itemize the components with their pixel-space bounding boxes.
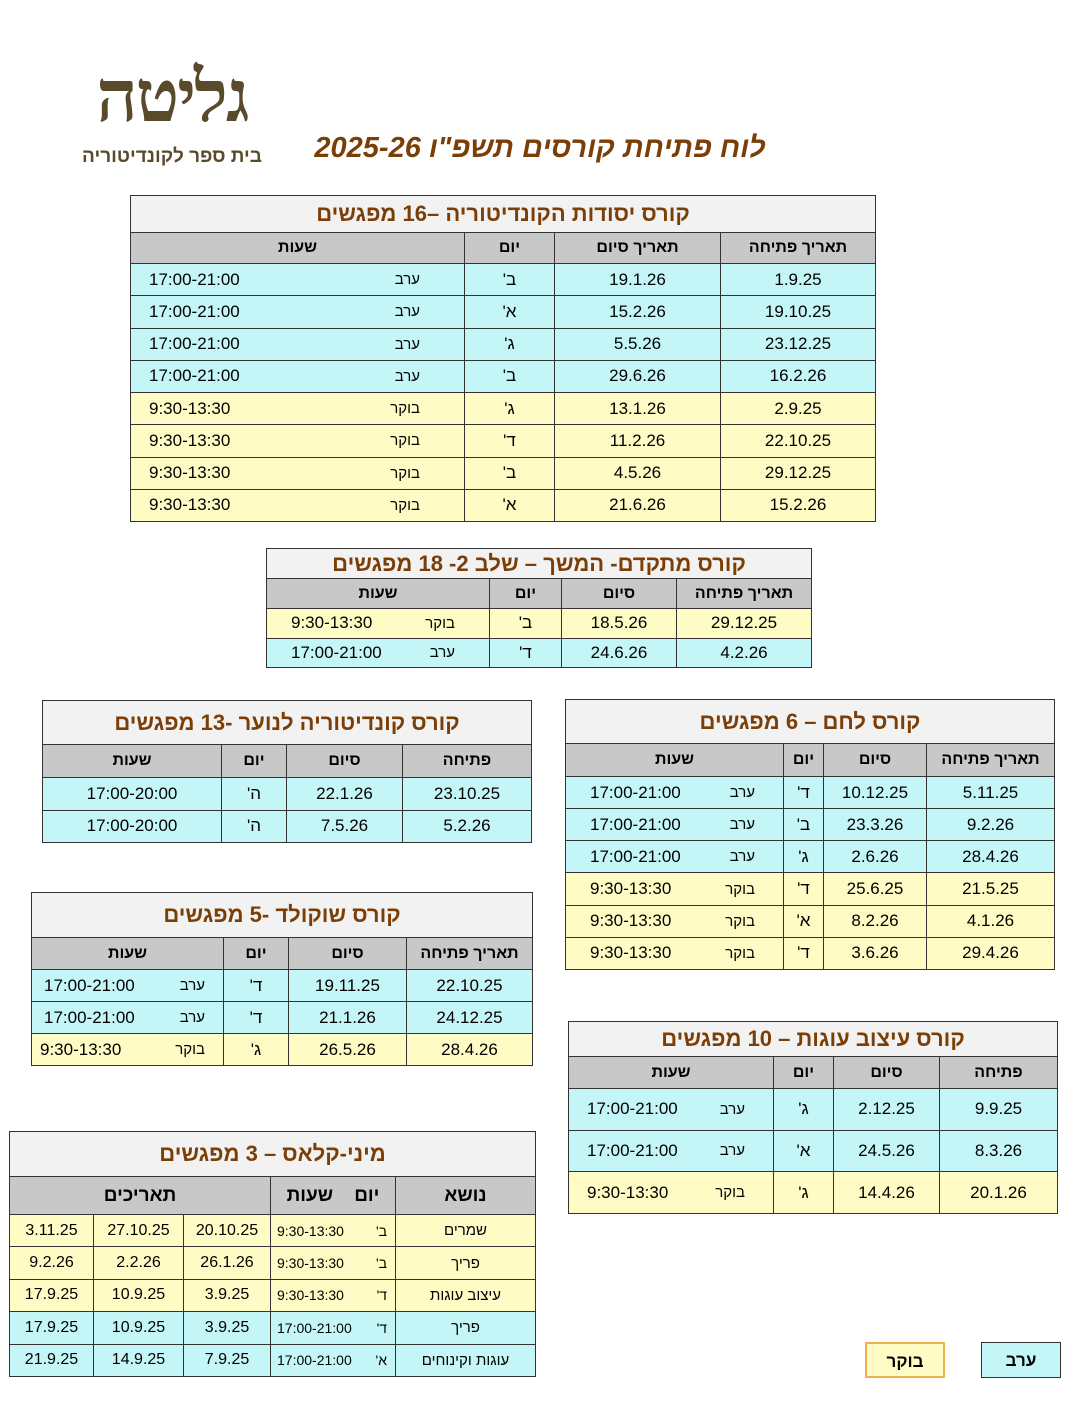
- header-end-date: סיום: [834, 1057, 940, 1089]
- header-open-date: תאריך פתיחה: [677, 579, 812, 609]
- table-title: קורס לחם – 6 מפגשים: [566, 700, 1055, 744]
- end-date: 19.11.25: [289, 970, 407, 1002]
- period: ערב: [394, 271, 420, 289]
- day: א': [465, 296, 555, 328]
- period: בוקר: [390, 400, 420, 418]
- day: ג': [784, 841, 824, 873]
- day: ג': [224, 1034, 289, 1066]
- time: 17:00-21:00: [44, 975, 135, 995]
- header-end-date: סיום: [824, 744, 927, 777]
- day: ג': [465, 328, 555, 360]
- cake-design-course-table: [568, 1021, 1058, 1214]
- hours-cell: [267, 609, 490, 639]
- time: 9:30-13:30: [277, 1222, 344, 1239]
- table-row: [131, 457, 876, 489]
- hours-cell: [131, 457, 465, 489]
- header-day: יום: [774, 1057, 834, 1089]
- end-date: 25.6.25: [824, 873, 927, 905]
- hours-cell: [131, 489, 465, 521]
- table-row: [32, 1034, 533, 1066]
- header-hours: שעות: [131, 233, 465, 264]
- hours-cell: [131, 264, 465, 296]
- table-row: [10, 1312, 536, 1344]
- time: 17:00-21:00: [590, 814, 681, 834]
- period: ערב: [394, 367, 420, 385]
- table-row: [10, 1344, 536, 1376]
- header-open-date: פתיחה: [940, 1057, 1058, 1089]
- header-hours: שעות: [566, 744, 784, 777]
- hours-cell: [566, 873, 784, 905]
- header-day: יום: [465, 233, 555, 264]
- day: ד': [376, 1287, 387, 1304]
- end-date: 21.1.26: [289, 1002, 407, 1034]
- time: 9:30-13:30: [40, 1039, 122, 1059]
- open-date: 29.4.26: [927, 937, 1055, 969]
- time: 17:00-21:00: [277, 1319, 352, 1336]
- day-hours: [271, 1247, 396, 1279]
- open-date: 2.9.25: [721, 393, 876, 425]
- table-title: מיני-קלאס – 3 מפגשים: [10, 1132, 536, 1177]
- date-1: 26.1.26: [184, 1247, 271, 1279]
- open-date: 9.2.26: [927, 809, 1055, 841]
- hours-cell: [566, 841, 784, 873]
- table-row: [566, 809, 1055, 841]
- date-3: 17.9.25: [10, 1279, 94, 1311]
- date-2: 2.2.26: [94, 1247, 184, 1279]
- header-hours: שעות: [43, 745, 222, 778]
- period: ערב: [394, 335, 420, 353]
- day: ב': [490, 609, 562, 639]
- day: ה': [222, 810, 287, 843]
- table-title: קורס עיצוב עוגות – 10 מפגשים: [569, 1022, 1058, 1057]
- time: 17:00-21:00: [277, 1352, 352, 1369]
- open-date: 1.9.25: [721, 264, 876, 296]
- date-3: 3.11.25: [10, 1215, 94, 1247]
- hours-cell: [566, 777, 784, 809]
- table-title: קורס שוקולד -5 מפגשים: [32, 893, 533, 938]
- table-row: [267, 609, 812, 639]
- basic-course-table: [130, 195, 876, 522]
- hours-cell: [32, 1002, 224, 1034]
- time: 17:00-21:00: [587, 1099, 678, 1119]
- table-row: [566, 873, 1055, 905]
- day: ד': [490, 638, 562, 668]
- date-2: 14.9.25: [94, 1344, 184, 1376]
- header-open-date: פתיחה: [403, 745, 532, 778]
- end-date: 4.5.26: [555, 457, 721, 489]
- open-date: 23.12.25: [721, 328, 876, 360]
- day: ד': [465, 425, 555, 457]
- date-2: 27.10.25: [94, 1215, 184, 1247]
- time: 9:30-13:30: [149, 398, 231, 418]
- date-2: 10.9.25: [94, 1312, 184, 1344]
- header-end-date: סיום: [562, 579, 677, 609]
- day: ד': [376, 1319, 387, 1336]
- table-row: [43, 778, 532, 811]
- date-1: 20.10.25: [184, 1215, 271, 1247]
- end-date: 15.2.26: [555, 296, 721, 328]
- open-date: 28.4.26: [407, 1034, 533, 1066]
- table-row: [131, 425, 876, 457]
- end-date: 21.6.26: [555, 489, 721, 521]
- day: ב': [375, 1255, 387, 1272]
- table-row: [131, 328, 876, 360]
- table-row: [566, 937, 1055, 969]
- open-date: 4.2.26: [677, 638, 812, 668]
- day: ב': [465, 457, 555, 489]
- day: ג': [465, 393, 555, 425]
- period: בוקר: [425, 614, 455, 632]
- header-day-hours: [271, 1177, 396, 1215]
- end-date: 18.5.26: [562, 609, 677, 639]
- header-hours: שעות: [267, 579, 490, 609]
- period: ערב: [729, 848, 755, 866]
- time: 17:00-21:00: [149, 366, 240, 386]
- table-row: [10, 1215, 536, 1247]
- header-day: יום: [354, 1184, 380, 1206]
- header-open-date: תאריך פתיחה: [407, 938, 533, 970]
- table-row: [43, 810, 532, 843]
- end-date: 5.5.26: [555, 328, 721, 360]
- time: 9:30-13:30: [277, 1255, 344, 1272]
- open-date: 28.4.26: [927, 841, 1055, 873]
- logo-word: גליטה: [96, 53, 248, 138]
- open-date: 16.2.26: [721, 360, 876, 392]
- header-open-date: תאריך פתיחה: [721, 233, 876, 264]
- hours-cell: [131, 425, 465, 457]
- day-hours: [271, 1312, 396, 1344]
- hours-cell: [569, 1172, 774, 1214]
- header-day: יום: [490, 579, 562, 609]
- end-date: 11.2.26: [555, 425, 721, 457]
- hours-cell: [267, 638, 490, 668]
- day: א': [774, 1130, 834, 1172]
- end-date: 10.12.25: [824, 777, 927, 809]
- day-hours: [271, 1215, 396, 1247]
- day: ד': [784, 873, 824, 905]
- table-row: [131, 489, 876, 521]
- hours-cell: [131, 328, 465, 360]
- open-date: 8.3.26: [940, 1130, 1058, 1172]
- legend-morning: בוקר: [865, 1342, 945, 1378]
- end-date: 14.4.26: [834, 1172, 940, 1214]
- time: 9:30-13:30: [149, 495, 231, 515]
- time: 17:00-21:00: [149, 269, 240, 289]
- period: ערב: [394, 303, 420, 321]
- date-1: 7.9.25: [184, 1344, 271, 1376]
- open-date: 5.11.25: [927, 777, 1055, 809]
- topic: פריך: [396, 1312, 536, 1344]
- time: 17:00-21:00: [149, 301, 240, 321]
- period: בוקר: [390, 496, 420, 514]
- day: ב': [465, 264, 555, 296]
- hours-cell: [566, 905, 784, 937]
- advanced-course-table: [266, 548, 812, 668]
- table-row: [10, 1247, 536, 1279]
- day: ב': [375, 1222, 387, 1239]
- hours-cell: [569, 1130, 774, 1172]
- time: 9:30-13:30: [590, 879, 672, 899]
- school-logo: [62, 48, 282, 178]
- open-date: 19.10.25: [721, 296, 876, 328]
- header-end-date: תאריך סיום: [555, 233, 721, 264]
- time: 9:30-13:30: [587, 1182, 669, 1202]
- day: א': [465, 489, 555, 521]
- table-title: קורס מתקדם- המשך – שלב 2- 18 מפגשים: [267, 549, 812, 579]
- table-row: [566, 905, 1055, 937]
- day: ד': [224, 1002, 289, 1034]
- table-row: [131, 264, 876, 296]
- time: 9:30-13:30: [590, 943, 672, 963]
- date-2: 10.9.25: [94, 1279, 184, 1311]
- page-title: לוח פתיחת קורסים תשפ"ו 2025-26: [314, 132, 766, 164]
- table-row: [131, 296, 876, 328]
- header-open-date: תאריך פתיחה: [927, 744, 1055, 777]
- table-title: קורס יסודות הקונדיטוריה –16 מפגשים: [131, 196, 876, 233]
- hours-cell: [131, 393, 465, 425]
- time: 9:30-13:30: [277, 1287, 344, 1304]
- end-date: 2.6.26: [824, 841, 927, 873]
- hours-cell: [131, 360, 465, 392]
- end-date: 26.5.26: [289, 1034, 407, 1066]
- period: ערב: [729, 816, 755, 834]
- header-hours: שעות: [32, 938, 224, 970]
- table-row: [32, 970, 533, 1002]
- day-hours: [271, 1279, 396, 1311]
- period: בוקר: [390, 464, 420, 482]
- date-3: 9.2.26: [10, 1247, 94, 1279]
- legend-evening: ערב: [981, 1342, 1061, 1378]
- time: 17:00-21:00: [44, 1007, 135, 1027]
- end-date: 2.12.25: [834, 1089, 940, 1131]
- table-row: [131, 393, 876, 425]
- table-row: [131, 360, 876, 392]
- open-date: 4.1.26: [927, 905, 1055, 937]
- hours-cell: [32, 970, 224, 1002]
- day: א': [375, 1352, 387, 1369]
- table-row: [569, 1089, 1058, 1131]
- day: ג': [774, 1172, 834, 1214]
- logo-subtitle: בית ספר לקונדיטוריה: [82, 146, 262, 167]
- period: ערב: [179, 1009, 205, 1026]
- day-hours: [271, 1344, 396, 1376]
- topic: עיצוב עוגות: [396, 1279, 536, 1311]
- time: 9:30-13:30: [291, 613, 373, 633]
- hours-cell: [566, 809, 784, 841]
- day: א': [784, 905, 824, 937]
- table-title: קורס קונדיטוריה לנוער -13 מפגשים: [43, 701, 532, 745]
- end-date: 8.2.26: [824, 905, 927, 937]
- table-row: [267, 638, 812, 668]
- open-date: 5.2.26: [403, 810, 532, 843]
- time: 17:00-21:00: [590, 782, 681, 802]
- period: בוקר: [175, 1041, 205, 1058]
- date-1: 3.9.25: [184, 1312, 271, 1344]
- header-end-date: סיום: [287, 745, 403, 778]
- table-row: [569, 1172, 1058, 1214]
- date-3: 17.9.25: [10, 1312, 94, 1344]
- day: ד': [784, 777, 824, 809]
- header-hours: שעות: [569, 1057, 774, 1089]
- period: בוקר: [725, 912, 755, 930]
- topic: שמרים: [396, 1215, 536, 1247]
- open-date: 24.12.25: [407, 1002, 533, 1034]
- time: 17:00-21:00: [149, 334, 240, 354]
- period: בוקר: [725, 944, 755, 962]
- open-date: 29.12.25: [721, 457, 876, 489]
- end-date: 13.1.26: [555, 393, 721, 425]
- hours-cell: [569, 1089, 774, 1131]
- table-row: [10, 1279, 536, 1311]
- end-date: 19.1.26: [555, 264, 721, 296]
- period: ערב: [429, 644, 455, 662]
- time: 17:00-20:00: [43, 810, 222, 843]
- open-date: 22.10.25: [407, 970, 533, 1002]
- end-date: 7.5.26: [287, 810, 403, 843]
- time: 17:00-21:00: [590, 846, 681, 866]
- mini-class-table: [9, 1131, 536, 1377]
- end-date: 3.6.26: [824, 937, 927, 969]
- table-row: [32, 1002, 533, 1034]
- day: ב': [465, 360, 555, 392]
- end-date: 23.3.26: [824, 809, 927, 841]
- end-date: 24.6.26: [562, 638, 677, 668]
- topic: עוגות וקינוחים: [396, 1344, 536, 1376]
- youth-course-table: [42, 700, 532, 843]
- date-3: 21.9.25: [10, 1344, 94, 1376]
- header-topic: נושא: [396, 1177, 536, 1215]
- day: ב': [784, 809, 824, 841]
- period: ערב: [719, 1100, 745, 1118]
- open-date: 22.10.25: [721, 425, 876, 457]
- time: 9:30-13:30: [149, 463, 231, 483]
- day: ד': [784, 937, 824, 969]
- open-date: 23.10.25: [403, 778, 532, 811]
- period: בוקר: [390, 432, 420, 450]
- header-day: יום: [224, 938, 289, 970]
- table-row: [566, 841, 1055, 873]
- bread-course-table: [565, 699, 1055, 970]
- table-row: [569, 1130, 1058, 1172]
- time: 17:00-21:00: [587, 1140, 678, 1160]
- chocolate-course-table: [31, 892, 533, 1066]
- day: ד': [224, 970, 289, 1002]
- end-date: 24.5.26: [834, 1130, 940, 1172]
- open-date: 20.1.26: [940, 1172, 1058, 1214]
- hours-cell: [566, 937, 784, 969]
- day: ה': [222, 778, 287, 811]
- hours-cell: [32, 1034, 224, 1066]
- hours-cell: [131, 296, 465, 328]
- table-row: [566, 777, 1055, 809]
- open-date: 9.9.25: [940, 1089, 1058, 1131]
- header-day: יום: [784, 744, 824, 777]
- time: 9:30-13:30: [590, 911, 672, 931]
- day: ג': [774, 1089, 834, 1131]
- time: 17:00-21:00: [291, 642, 382, 662]
- period: בוקר: [725, 880, 755, 898]
- period: בוקר: [715, 1184, 745, 1202]
- header-end-date: סיום: [289, 938, 407, 970]
- open-date: 15.2.26: [721, 489, 876, 521]
- period: ערב: [729, 784, 755, 802]
- end-date: 29.6.26: [555, 360, 721, 392]
- open-date: 21.5.25: [927, 873, 1055, 905]
- period: ערב: [719, 1142, 745, 1160]
- date-1: 3.9.25: [184, 1279, 271, 1311]
- end-date: 22.1.26: [287, 778, 403, 811]
- period: ערב: [179, 977, 205, 994]
- time: 9:30-13:30: [149, 430, 231, 450]
- header-day: יום: [222, 745, 287, 778]
- open-date: 29.12.25: [677, 609, 812, 639]
- header-dates: תאריכים: [10, 1177, 271, 1215]
- time: 17:00-20:00: [43, 778, 222, 811]
- header-hours: שעות: [286, 1184, 334, 1206]
- topic: פריך: [396, 1247, 536, 1279]
